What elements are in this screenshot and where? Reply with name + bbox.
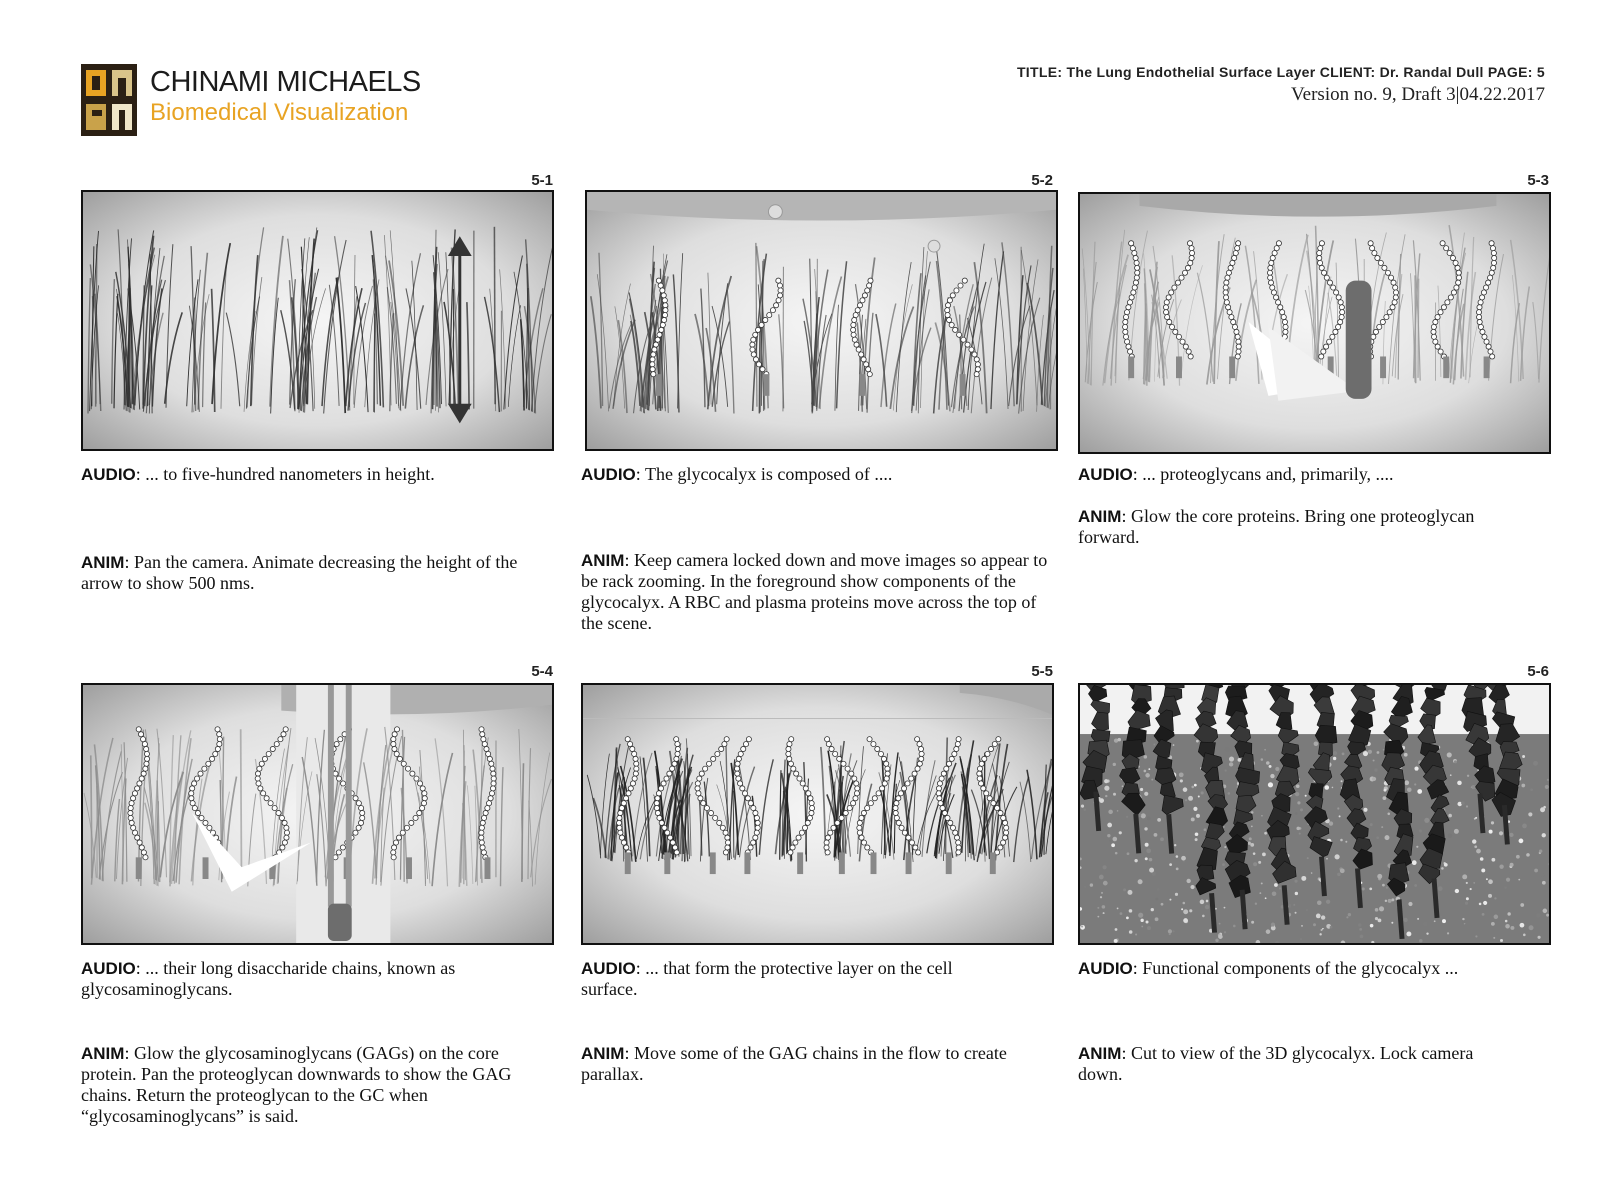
panel-anim: ANIM: Keep camera locked down and move images so appear to be rack zooming. In the foreground show components of the glycocalyx. A RBC and plasma proteins move across the top of the scene. xyxy=(581,550,1048,633)
storyboard-frame xyxy=(1078,683,1551,945)
3d-glycocalyx-illustration xyxy=(1080,685,1549,943)
storyboard-frame xyxy=(1078,192,1551,454)
proteoglycan-illustration xyxy=(1080,194,1549,452)
storyboard-frame xyxy=(81,683,554,945)
panel-audio: AUDIO: ... proteoglycans and, primarily, .... xyxy=(1078,464,1394,484)
panel-number: 5-1 xyxy=(531,172,553,189)
storyboard-frame xyxy=(81,190,554,451)
glycocalyx-illustration xyxy=(587,192,1056,449)
panel-audio: AUDIO: Functional components of the glycocalyx ... xyxy=(1078,958,1459,978)
panel-number: 5-4 xyxy=(531,663,553,680)
brand-name: CHINAMI MICHAELS xyxy=(150,66,421,98)
panel-anim: ANIM: Cut to view of the 3D glycocalyx. Lock camera down. xyxy=(1078,1043,1474,1084)
header-title-line: TITLE: The Lung Endothelial Surface Layer CLIENT: Dr. Randal Dull PAGE: 5 xyxy=(1016,64,1545,80)
panel-audio: AUDIO: ... to five-hundred nanometers in height. xyxy=(81,464,435,484)
brand-logo-mark xyxy=(81,64,137,136)
panel-anim: ANIM: Move some of the GAG chains in the flow to create parallax. xyxy=(581,1043,1007,1084)
panel-anim: ANIM: Glow the glycosaminoglycans (GAGs) on the core protein. Pan the proteoglycan downwards to show the GAG chains. Return the proteoglycan to the GC when “glycosaminoglycans” is said. xyxy=(81,1043,512,1126)
panel-anim: ANIM: Pan the camera. Animate decreasing the height of the arrow to show 500 nms. xyxy=(81,552,518,593)
panel-anim: ANIM: Glow the core proteins. Bring one proteoglycan forward. xyxy=(1078,506,1475,547)
protective-layer-illustration xyxy=(583,685,1052,943)
panel-number: 5-2 xyxy=(1031,172,1053,189)
grass-illustration xyxy=(83,192,552,449)
panel-audio: AUDIO: ... that form the protective layer on the cell surface. xyxy=(581,958,953,999)
header-version-line: Version no. 9, Draft 3|04.22.2017 xyxy=(1291,84,1545,105)
storyboard-frame xyxy=(581,683,1054,945)
panel-audio: AUDIO: The glycocalyx is composed of .... xyxy=(581,464,893,484)
panel-number: 5-3 xyxy=(1527,172,1549,189)
gag-chains-illustration xyxy=(83,685,552,943)
brand-tagline: Biomedical Visualization xyxy=(150,99,409,126)
storyboard-frame xyxy=(585,190,1058,451)
panel-number: 5-5 xyxy=(1031,663,1053,680)
panel-audio: AUDIO: ... their long disaccharide chains, known as glycosaminoglycans. xyxy=(81,958,456,999)
panel-number: 5-6 xyxy=(1527,663,1549,680)
